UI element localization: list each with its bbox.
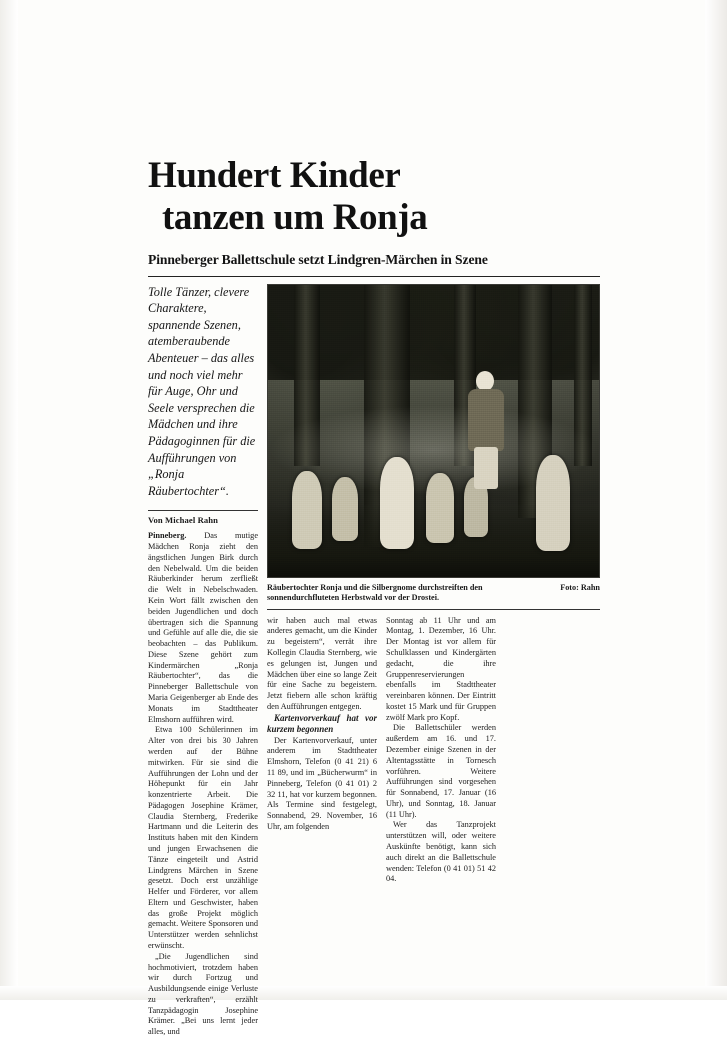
paragraph: Der Kartenvorverkauf, unter anderem im Stadttheater Elmshorn, Telefon (0 41 21) 6 11 89, und im „Bücherwurm“ in Pinneberg, Telefon (0 41 01) 2 32 11, hat vor kurzem begonnen. Als Termine sind festgelegt, Sonnabend, 29. November, 16 Uhr, am folgenden (267, 735, 377, 831)
paragraph: Die Ballettschüler werden außerdem am 16. und 17. Dezember einige Szenen in der Altentagsstätte in Tornesch vorführen. Weitere Aufführungen sind vorgesehen für Sonnabend, 17. Januar (16 Uhr), und Sonntag, 18. Januar (11 Uhr). (386, 723, 496, 819)
column-3-text (386, 616, 496, 886)
column-left (148, 284, 267, 1038)
headline-line-1: Hundert Kinder (148, 155, 401, 196)
byline: Von Michael Rahn (148, 510, 258, 525)
paragraph: wir haben auch mal etwas anderes gemacht, um die Kinder zu begeistern“, verrät ihre Kollegin Claudia Sternberg, wie es gelungen ist, Jungen und Mädchen über eine so lange Zeit für eine Sache zu begeistern. Jetzt fiebern alle schon kräftig den Aufführungen entgegen. (267, 615, 377, 711)
scan-edge-right (705, 0, 727, 1000)
paragraph (148, 531, 258, 725)
article-upper-body (148, 284, 600, 1038)
newspaper-article (148, 155, 600, 1038)
photo-caption-text: Räubertochter Ronja und die Silbergnome durchstreiften den sonnendurchfluteten Herbstwald vor der Drostei. (267, 582, 483, 603)
column-1-text (148, 531, 258, 1038)
dateline: Pinneberg. (148, 531, 187, 541)
paragraph: Etwa 100 Schülerinnen im Alter von drei bis 30 Jahren werden auf der Bühne mitwirken. Für sie sind die Aufführungen der Lohn und der Höhepunkt für ein Jahr konzentrierte Arbeit. Die Pädagogen Josephine Krämer, Claudia Sternberg, Frederike Hartmann und die Leiterin des Instituts haben mit den Kindern und jungen Erwachsenen die Tänze eingeteilt und Astrid Lindgrens Märchen in Szene gesetzt. Doch erst unzählige Helfer und Förderer, vor allem Eltern und Geschwister, haben das große Projekt möglich gemacht. Weitere Sponsoren und Unterstützer werden sehnlichst erwünscht. (148, 725, 258, 950)
scan-edge-left (0, 0, 18, 1000)
article-photo (267, 284, 600, 578)
lead-paragraph: Tolle Tänzer, clevere Charaktere, spannende Szenen, atemberaubende Abenteuer – das alles und noch viel mehr für Auge, Ohr und Seele versprechen die Mädchen und ihre Pädagoginnen für die Aufführungen von „Ronja Räubertochter“. (148, 284, 256, 498)
paragraph: Wer das Tanzprojekt unterstützen will, oder weitere Auskünfte benötigt, kann sich auch direkt an die Ballettschule wenden: Telefon (0 41 01) 51 42 04. (386, 820, 496, 884)
photo-credit: Foto: Rahn (560, 582, 600, 592)
photo-caption (267, 583, 600, 610)
paragraph-text: Das mutige Mädchen Ronja zieht den ängstlichen Jungen Birk durch den Nebelwald. Um die beiden Räuberkinder herum zerfließt die Welt in Nebelschwaden. Kein Wort fällt zwischen den beiden Jugendlichen und doch übertragen sich die Spannung und Gefühle auf alle die, die sie beobachten – das Publikum. Diese Szene gehört zum Kindermärchen „Ronja Räubertochter“, das die Pinneberger Ballettschule von Maria Geigenberger ab Ende des Monats im Stadttheater Elmshorn aufführen wird. (148, 531, 258, 724)
headline (148, 155, 600, 239)
headline-line-2: tanzen um Ronja (162, 196, 428, 238)
column-2-text (267, 616, 377, 886)
column-2-subhead: Kartenvorverkauf hat vor kurzem begonnen (267, 712, 377, 735)
photo-grain-overlay (268, 285, 599, 577)
paragraph: Sonntag ab 11 Uhr und am Montag, 1. Dezember, 16 Uhr. Der Montag ist vor allem für Schulklassen und Kindergärten gedacht, die ihre Gruppenreservierungen ebenfalls im Stadttheater vereinbaren können. Der Eintritt kostet 15 Mark und für Gruppen zwölf Mark pro Kopf. (386, 615, 496, 722)
photo-block (267, 284, 600, 1038)
paragraph: „Die Jugendlichen sind hochmotiviert, trotzdem haben wir durch Fortzug und Ausbildungsende einige Verluste zu verkraften“, erzählt Tanzpädagogin Josephine Krämer. „Bei uns lernt jeder alles, und (148, 951, 258, 1037)
headline-rule (148, 276, 600, 277)
subheadline: Pinneberger Ballettschule setzt Lindgren-Märchen in Szene (148, 251, 488, 267)
article-lower-columns (267, 616, 600, 886)
